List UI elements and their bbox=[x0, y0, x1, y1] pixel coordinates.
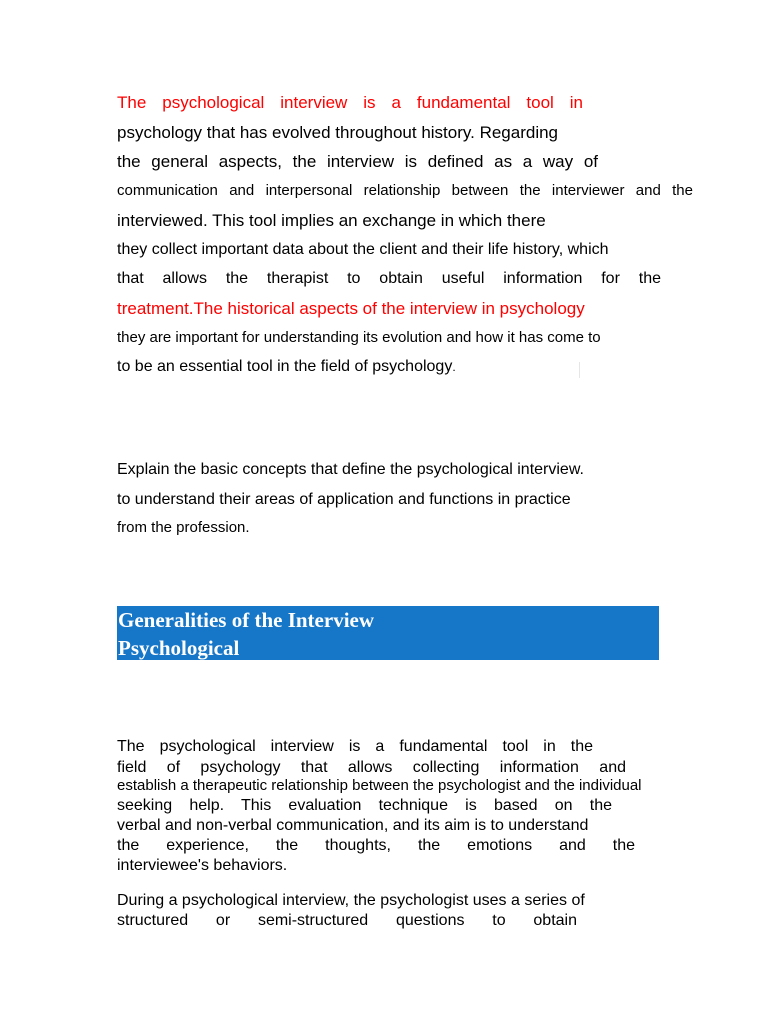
body-line-7: interviewee's behaviors. bbox=[117, 857, 288, 874]
intro-line-7: that allows the therapist to obtain useful information for the bbox=[117, 270, 661, 287]
intro-line-8: treatment.The historical aspects of the interview in psychology bbox=[117, 299, 585, 318]
body-line-8: During a psychological interview, the psychologist uses a series of bbox=[117, 892, 585, 909]
intro-line-4: communication and interpersonal relationship between the interviewer and the bbox=[117, 182, 693, 199]
body-line-9: structured or semi-structured questions to obtain bbox=[117, 912, 577, 929]
objective-line-1: Explain the basic concepts that define the psychological interview. bbox=[117, 461, 584, 478]
body-line-5: verbal and non-verbal communication, and its aim is to understand bbox=[117, 817, 589, 834]
intro-line-10-text: to be an essential tool in the field of psychology bbox=[117, 358, 453, 375]
intro-line-10-period: . bbox=[452, 360, 456, 374]
body-line-3: establish a therapeutic relationship between the psychologist and the individual bbox=[117, 777, 642, 794]
objective-line-2: to understand their areas of application and functions in practice bbox=[117, 491, 571, 508]
body-line-4: seeking help. This evaluation technique is based on the bbox=[117, 797, 612, 814]
objective-line-3: from the profession. bbox=[117, 519, 250, 536]
intro-line-9: they are important for understanding its evolution and how it has come to bbox=[117, 329, 601, 346]
intro-line-3: the general aspects, the interview is defined as a way of bbox=[117, 152, 598, 171]
intro-line-10 bbox=[117, 358, 456, 376]
body-line-2: field of psychology that allows collecting information and bbox=[117, 759, 626, 776]
section-heading-line-1: Generalities of the Interview bbox=[118, 608, 375, 632]
body-line-1: The psychological interview is a fundamental tool in the bbox=[117, 738, 593, 755]
body-line-6: the experience, the thoughts, the emotions and the bbox=[117, 837, 635, 854]
intro-line-2: psychology that has evolved throughout history. Regarding bbox=[117, 123, 559, 142]
intro-line-1: The psychological interview is a fundamental tool in bbox=[117, 93, 583, 112]
text-cursor-mark bbox=[579, 362, 580, 378]
intro-line-5: interviewed. This tool implies an exchange in which there bbox=[117, 211, 546, 230]
intro-line-6: they collect important data about the client and their life history, which bbox=[117, 241, 609, 258]
section-heading-line-2: Psychological bbox=[118, 636, 240, 660]
